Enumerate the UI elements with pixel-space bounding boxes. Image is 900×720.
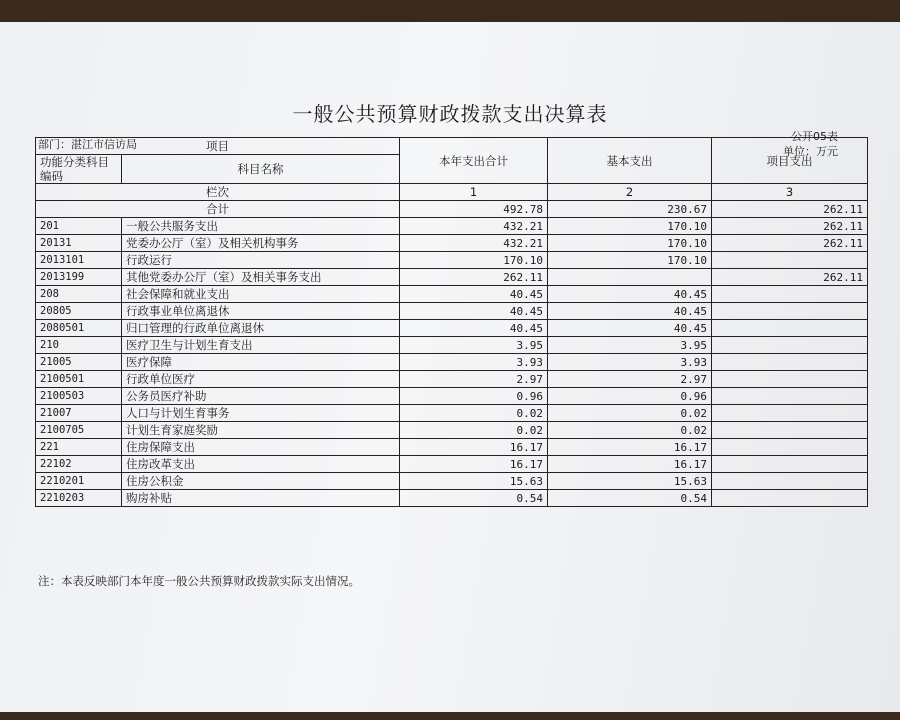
column-index-1: 1: [400, 184, 548, 201]
row-project: [712, 303, 868, 320]
row-total: 0.96: [400, 388, 548, 405]
table-row: [36, 286, 868, 303]
total-amount: 492.78: [400, 201, 548, 218]
row-name: 购房补贴: [122, 490, 400, 507]
header-item: 项目: [36, 138, 400, 155]
row-basic: 16.17: [548, 456, 712, 473]
header-total: 本年支出合计: [400, 138, 548, 184]
total-basic: 230.67: [548, 201, 712, 218]
table-row: [36, 490, 868, 507]
table-row: [36, 405, 868, 422]
table-row: [36, 439, 868, 456]
column-index-row: [36, 184, 868, 201]
table-row: [36, 269, 868, 286]
row-code: 2100501: [36, 371, 122, 388]
table-row: [36, 473, 868, 490]
row-basic: 2.97: [548, 371, 712, 388]
row-basic: 3.95: [548, 337, 712, 354]
row-basic: 40.45: [548, 320, 712, 337]
table-row: [36, 354, 868, 371]
row-project: [712, 388, 868, 405]
row-code: 21005: [36, 354, 122, 371]
row-code: 2100705: [36, 422, 122, 439]
row-name: 医疗卫生与计划生育支出: [122, 337, 400, 354]
table-row: [36, 218, 868, 235]
row-total: 0.54: [400, 490, 548, 507]
row-code: 2210201: [36, 473, 122, 490]
row-name: 其他党委办公厅（室）及相关事务支出: [122, 269, 400, 286]
row-project: [712, 371, 868, 388]
row-project: [712, 354, 868, 371]
row-code: 2080501: [36, 320, 122, 337]
row-project: [712, 286, 868, 303]
row-basic: 0.02: [548, 422, 712, 439]
row-code: 21007: [36, 405, 122, 422]
row-code: 210: [36, 337, 122, 354]
row-project: [712, 473, 868, 490]
table-row: [36, 422, 868, 439]
row-total: 40.45: [400, 286, 548, 303]
row-code: 2013101: [36, 252, 122, 269]
row-project: [712, 422, 868, 439]
row-code: 208: [36, 286, 122, 303]
row-project: [712, 456, 868, 473]
row-total: 432.21: [400, 235, 548, 252]
row-basic: 170.10: [548, 235, 712, 252]
row-code: 221: [36, 439, 122, 456]
total-row: [36, 201, 868, 218]
row-total: 0.02: [400, 422, 548, 439]
table-row: [36, 337, 868, 354]
row-name: 行政运行: [122, 252, 400, 269]
column-index-3: 3: [712, 184, 868, 201]
row-basic: 16.17: [548, 439, 712, 456]
document-title: 一般公共预算财政拨款支出决算表: [292, 102, 608, 126]
row-name: 党委办公厅（室）及相关机构事务: [122, 235, 400, 252]
row-project: [712, 490, 868, 507]
unit-label: 单位：万元: [783, 145, 838, 158]
table-row: [36, 371, 868, 388]
column-index-label: 栏次: [36, 184, 400, 201]
row-project: [712, 405, 868, 422]
row-total: 3.93: [400, 354, 548, 371]
row-project: [712, 252, 868, 269]
header-basic: 基本支出: [548, 138, 712, 184]
row-total: 3.95: [400, 337, 548, 354]
row-total: 15.63: [400, 473, 548, 490]
row-total: 262.11: [400, 269, 548, 286]
row-total: 16.17: [400, 439, 548, 456]
row-name: 医疗保障: [122, 354, 400, 371]
department-label: 部门：湛江市信访局: [38, 138, 137, 151]
row-basic: 3.93: [548, 354, 712, 371]
row-basic: 0.54: [548, 490, 712, 507]
row-name: 住房改革支出: [122, 456, 400, 473]
row-total: 432.21: [400, 218, 548, 235]
row-basic: [548, 269, 712, 286]
row-code: 20131: [36, 235, 122, 252]
header-code: 功能分类科目编码: [36, 155, 122, 184]
row-total: 0.02: [400, 405, 548, 422]
header-name: 科目名称: [122, 155, 400, 184]
row-code: 2100503: [36, 388, 122, 405]
row-name: 计划生育家庭奖励: [122, 422, 400, 439]
row-name: 归口管理的行政单位离退休: [122, 320, 400, 337]
footnote: 注：本表反映部门本年度一般公共预算财政拨款实际支出情况。: [38, 574, 360, 588]
form-code: 公开05表: [791, 130, 838, 143]
row-code: 2210203: [36, 490, 122, 507]
row-project: [712, 320, 868, 337]
row-project: 262.11: [712, 269, 868, 286]
row-basic: 40.45: [548, 286, 712, 303]
table-row: [36, 252, 868, 269]
expenditure-table: [35, 137, 868, 507]
row-total: 40.45: [400, 320, 548, 337]
row-project: 262.11: [712, 235, 868, 252]
row-code: 2013199: [36, 269, 122, 286]
row-basic: 170.10: [548, 252, 712, 269]
row-name: 社会保障和就业支出: [122, 286, 400, 303]
row-name: 一般公共服务支出: [122, 218, 400, 235]
row-name: 住房保障支出: [122, 439, 400, 456]
row-code: 20805: [36, 303, 122, 320]
row-name: 行政事业单位离退休: [122, 303, 400, 320]
row-code: 201: [36, 218, 122, 235]
row-total: 170.10: [400, 252, 548, 269]
row-name: 住房公积金: [122, 473, 400, 490]
row-code: 22102: [36, 456, 122, 473]
table-row: [36, 456, 868, 473]
row-basic: 170.10: [548, 218, 712, 235]
table-row: [36, 320, 868, 337]
row-name: 人口与计划生育事务: [122, 405, 400, 422]
table-row: [36, 235, 868, 252]
row-name: 公务员医疗补助: [122, 388, 400, 405]
total-label: 合计: [36, 201, 400, 218]
row-basic: 0.96: [548, 388, 712, 405]
row-name: 行政单位医疗: [122, 371, 400, 388]
row-basic: 40.45: [548, 303, 712, 320]
row-total: 16.17: [400, 456, 548, 473]
row-project: [712, 439, 868, 456]
row-project: 262.11: [712, 218, 868, 235]
row-project: [712, 337, 868, 354]
row-basic: 15.63: [548, 473, 712, 490]
table-row: [36, 303, 868, 320]
row-total: 40.45: [400, 303, 548, 320]
table-row: [36, 388, 868, 405]
column-index-2: 2: [548, 184, 712, 201]
header-project: 项目支出: [712, 138, 868, 184]
total-project: 262.11: [712, 201, 868, 218]
row-basic: 0.02: [548, 405, 712, 422]
row-total: 2.97: [400, 371, 548, 388]
